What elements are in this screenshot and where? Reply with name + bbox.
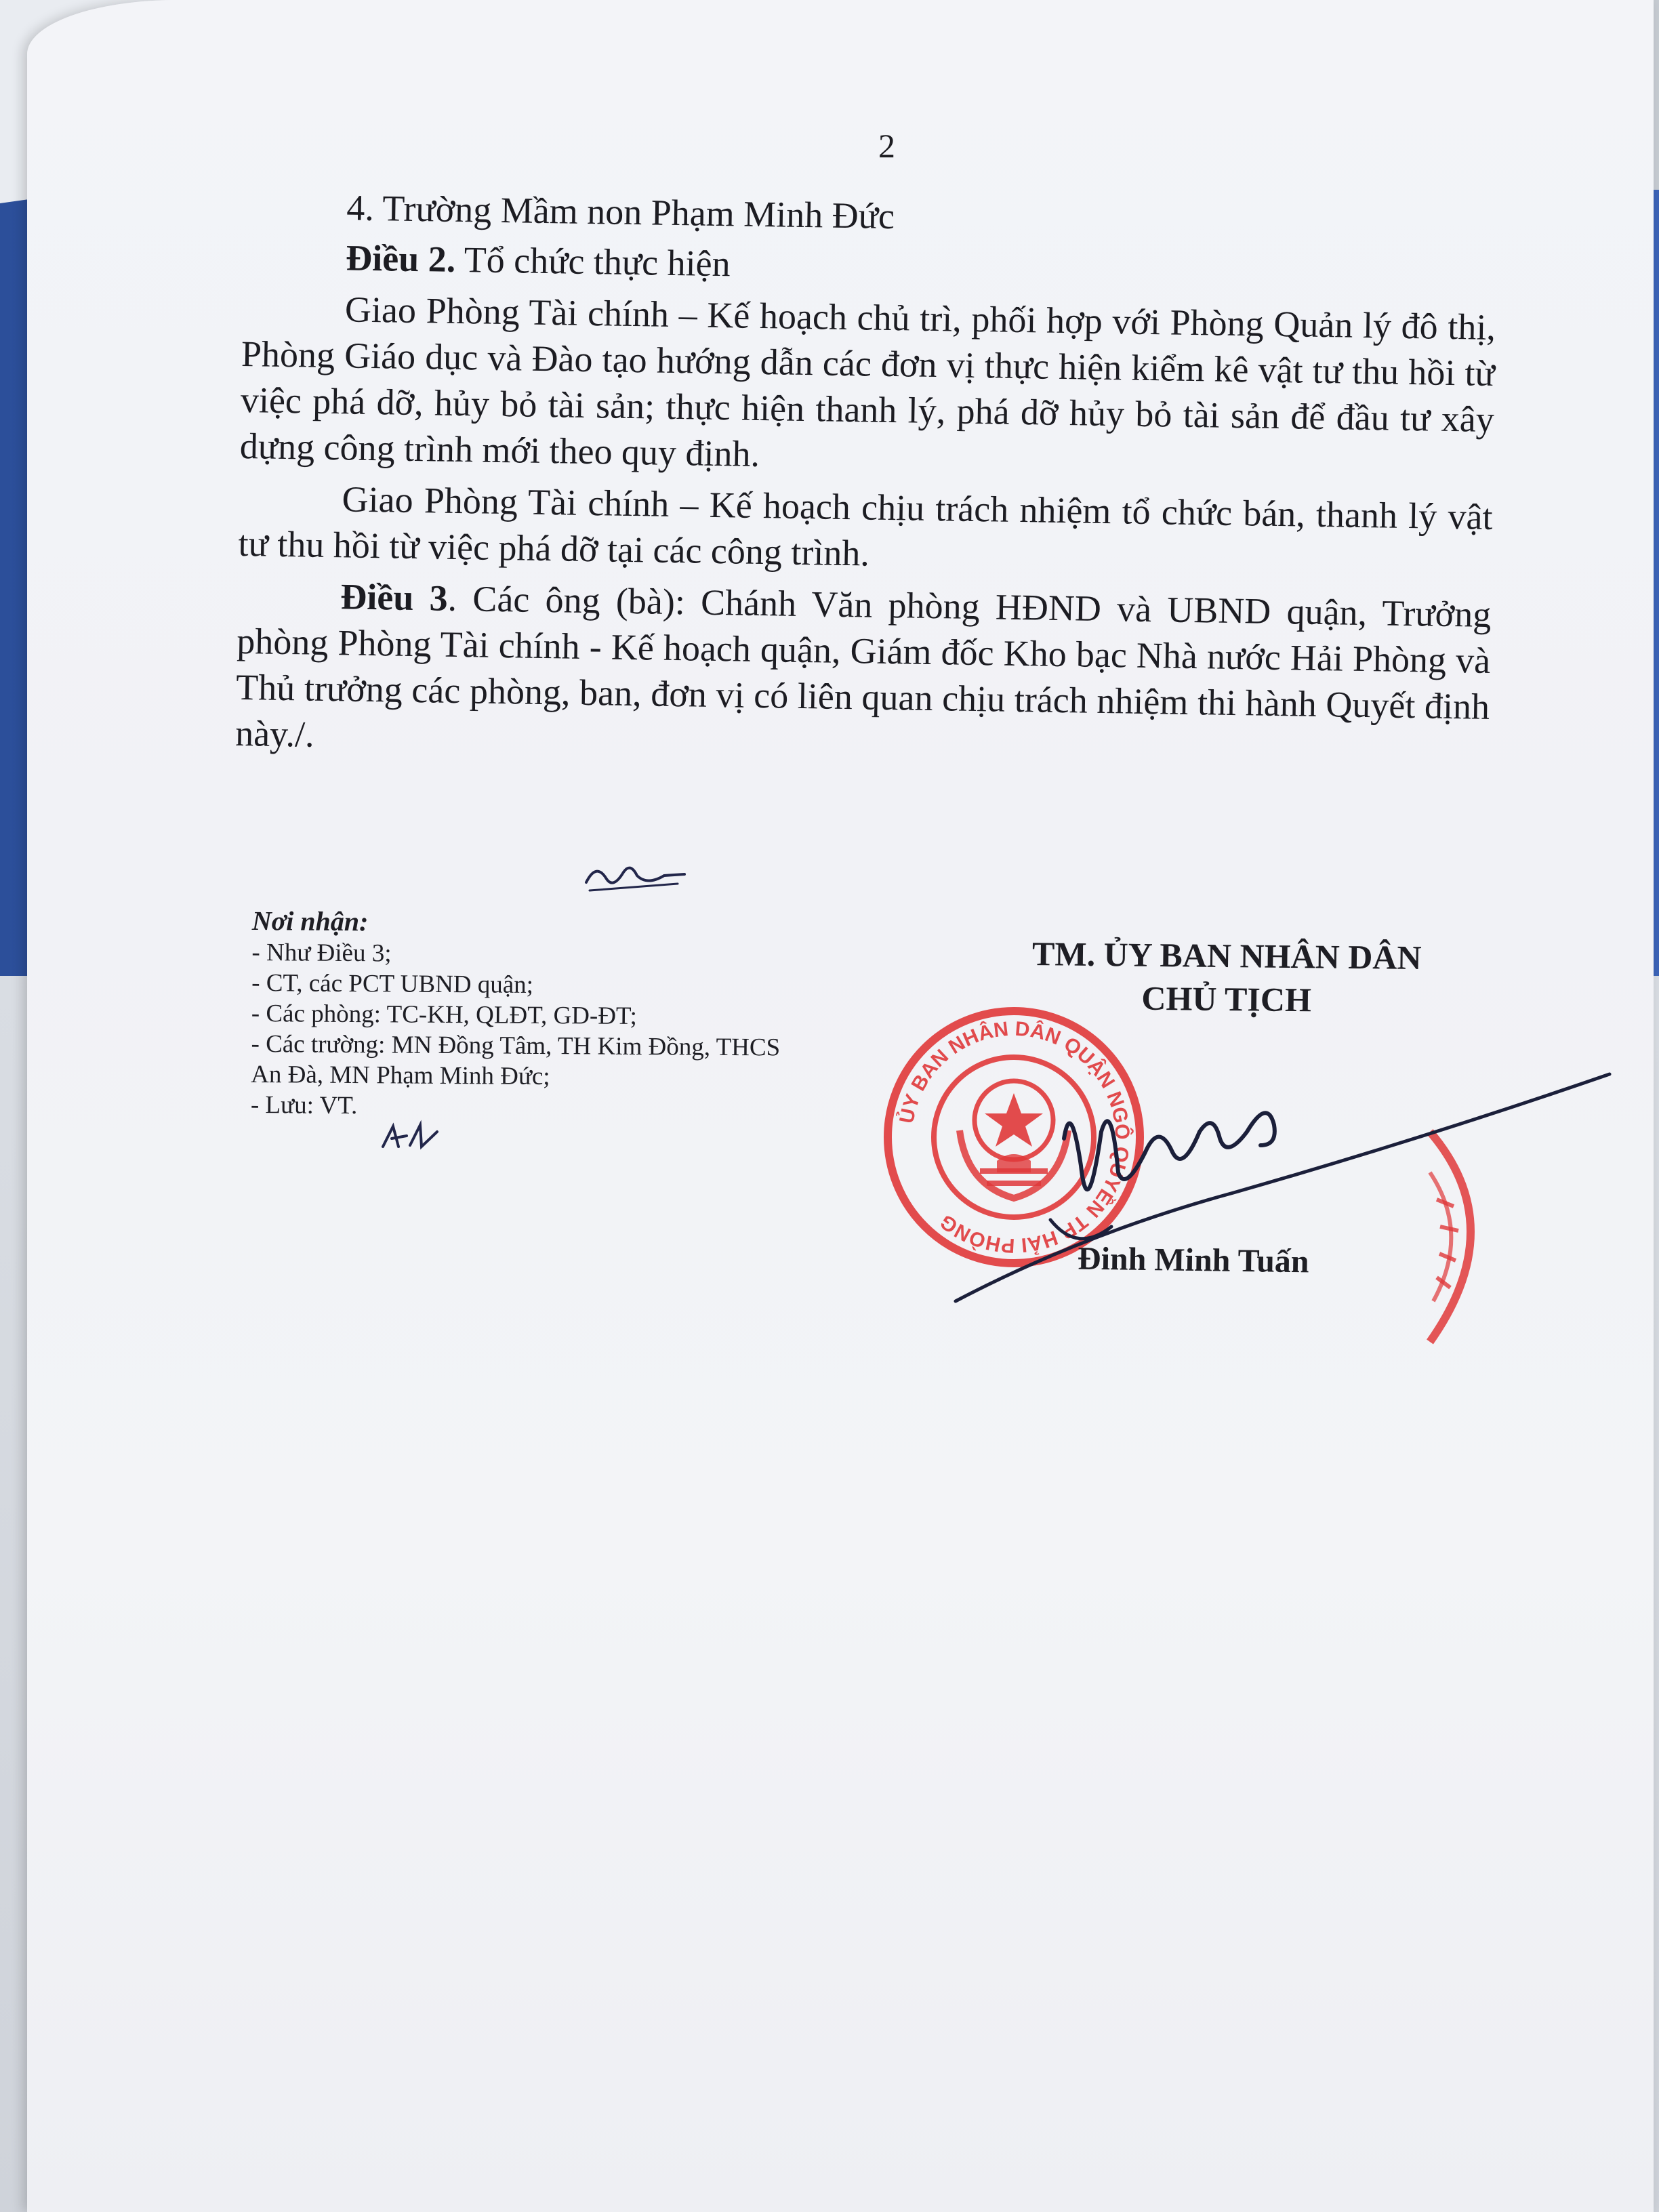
article-3-text: . Các ông (bà): Chánh Văn phòng HĐND và UBND quận, Trưởng phòng Phòng Tài chính - Kế hoạch quận, Giám đốc Kho bạc Nhà nước Hải Phòng và Thủ trưởng các phòng, ban, đơn vị có liên quan chịu trách nhiệm thi hành Quyết định này./. (234, 577, 1492, 755)
seal-ring-text: ỦY BAN NHÂN DÂN QUẬN NGÔ QUYỀN TP HẢI PHÒNG (895, 1017, 1134, 1257)
handwritten-initial (583, 855, 691, 896)
signer-position: CHỦ TỊCH (1141, 979, 1312, 1019)
document-body (235, 183, 1498, 776)
recipient-item: - Các phòng: TC-KH, QLĐT, GD-ĐT; (251, 999, 637, 1030)
handwritten-initial-archive (380, 1120, 441, 1153)
article-3-label: Điều 3 (340, 576, 449, 619)
recipient-item: An Đà, MN Phạm Minh Đức; (251, 1060, 550, 1091)
page-number: 2 (878, 127, 895, 165)
recipients-title: Nơi nhận: (251, 905, 369, 937)
article-3 (235, 572, 1492, 776)
recipients-block (251, 905, 862, 1124)
recipient-item: - CT, các PCT UBND quận; (251, 968, 534, 999)
paragraph-1: Giao Phòng Tài chính – Kế hoạch chủ trì, phối hợp với Phòng Quản lý đô thị, Phòng Giáo dục và Đào tạo hướng dẫn các đơn vị thực hiện kiểm kê vật tư thu hồi từ việc phá dỡ, hủy bỏ tài sản; thực hiện thanh lý, phá dỡ hủy bỏ tài sản để đầu tư xây dựng công trình mới theo quy định. (239, 289, 1496, 475)
signer-name: Đinh Minh Tuấn (1077, 1240, 1309, 1280)
list-item-4: 4. Trường Mầm non Phạm Minh Đức (346, 187, 895, 237)
recipient-item: - Lưu: VT. (250, 1090, 358, 1120)
recipient-item: - Các trường: MN Đồng Tâm, TH Kim Đồng, THCS (251, 1029, 781, 1062)
recipient-item: - Như Điều 3; (251, 938, 392, 968)
signer-on-behalf: TM. ỦY BAN NHÂN DÂN (1031, 934, 1422, 977)
paragraph-2: Giao Phòng Tài chính – Kế hoạch chịu trách nhiệm tổ chức bán, thanh lý vật tư thu hồi từ việc phá dỡ tại các công trình. (238, 478, 1493, 574)
article-2-title: Tổ chức thực hiện (455, 239, 731, 285)
article-2-label: Điều 2. (345, 237, 456, 280)
